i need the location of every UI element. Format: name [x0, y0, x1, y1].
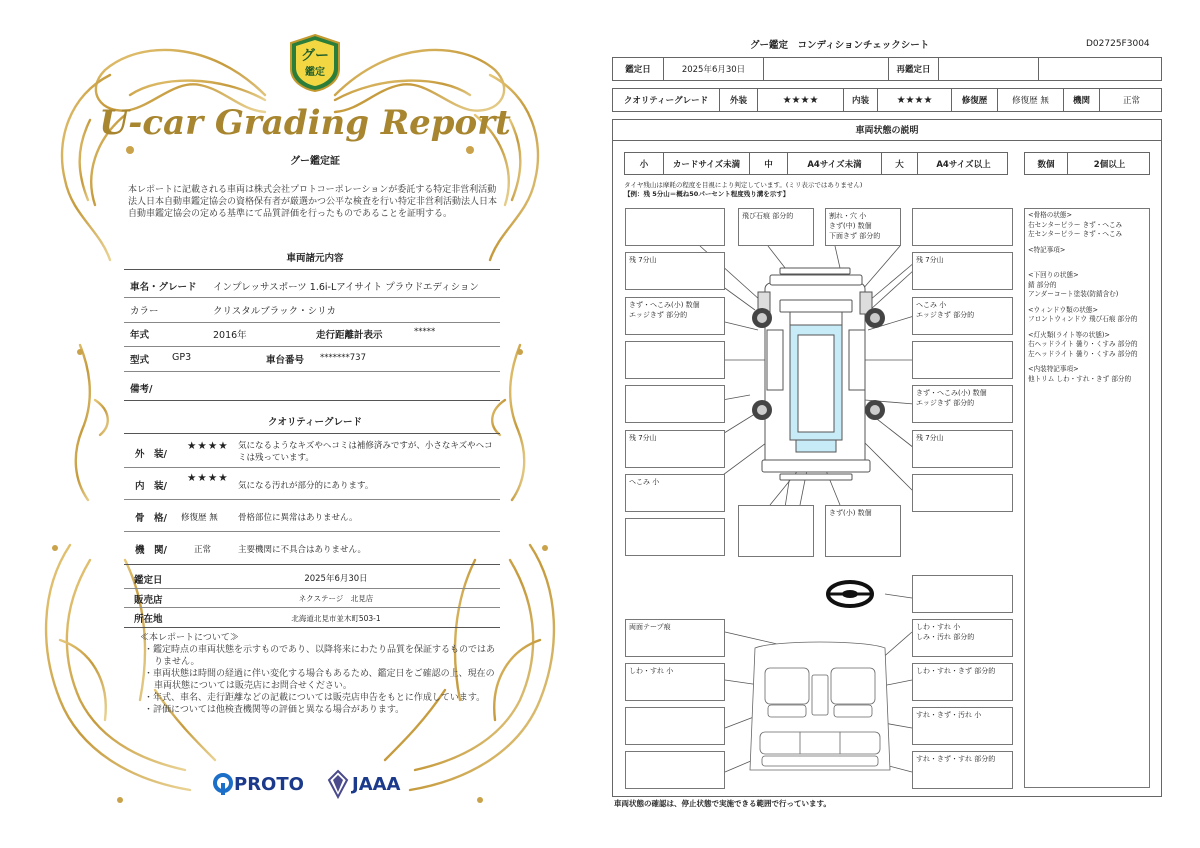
certificate-body: 本レポートに記載される車両は株式会社プロトコーポレーションが委託する特定非営利活動法人日本自動車鑑定協会の資格保有者が厳選かつ公平な検査を行い特定非営利活動法人日本自動車鑑定協会の定める基準にて品質評価を行ったものであることを証明する。: [128, 185, 498, 219]
quality-exterior-text: 気になるようなキズやヘコミは補修済みですが、小さなキズやヘコミは残っています。: [238, 441, 493, 463]
legend-count: 数個: [1037, 159, 1055, 170]
under-line: アンダーコート塗装(防錆含む): [1028, 290, 1119, 298]
lamp-line: 左ヘッドライト 曇り・くすみ 部分的: [1028, 349, 1138, 358]
badge-line1: グー: [301, 48, 329, 64]
spec-name-label: 車名・グレード: [130, 282, 197, 293]
description-title: 車両状態の説明: [612, 119, 1162, 141]
tire-note-1: タイヤ残山は摩耗の程度を目視により判定しています。(ミリ表示ではありません): [624, 181, 863, 189]
divider: [124, 531, 500, 532]
quality-interior-label: 内 装/: [135, 481, 167, 492]
interior-stars: ★★★★: [877, 89, 951, 111]
exterior-label: 外装: [719, 89, 757, 111]
proto-logo-text: PROTO: [234, 774, 304, 795]
note-right-front: へこみ 小 エッジきず 部分的: [912, 297, 1013, 335]
spec-mileage-label: 走行距離計表示: [316, 330, 383, 341]
empty-cell: [763, 58, 888, 80]
spec-year-label: 年式: [130, 330, 150, 341]
count-legend: [1024, 152, 1150, 175]
redate-label: 再鑑定日: [888, 58, 938, 80]
quality-engine-label: 機 関/: [135, 545, 167, 556]
window-title: <ウィンドウ類の状態>: [1028, 305, 1098, 314]
note-box-empty: [625, 385, 725, 423]
sheet-title: グー鑑定 コンディションチェックシート: [750, 40, 930, 51]
jaaa-logo-text: JAAA: [352, 774, 401, 795]
note-item: ・鑑定時点の車両状態を示すものであり、以降将来にわたり品質を保証するものではありません。: [144, 645, 496, 667]
spec-chassis-label: 車台番号: [266, 355, 305, 366]
note-right-tire-rear: 残 7分山: [912, 430, 1013, 468]
lamp-title: <灯火類(ライト等の状態)>: [1028, 330, 1110, 339]
interior-line: 他トリム しわ・すれ・きず 部分的: [1028, 374, 1132, 383]
note-left-rear: へこみ 小: [625, 474, 725, 512]
note-interior-left-mid: しわ・すれ 小: [625, 663, 725, 701]
quality-exterior-label: 外 装/: [135, 449, 167, 460]
info-dealer-label: 販売店: [134, 595, 163, 606]
quality-exterior-stars: ★★★★: [187, 440, 229, 452]
quality-frame-value: 修復歴 無: [181, 513, 218, 523]
report-notes: [140, 632, 500, 716]
divider: [124, 433, 500, 434]
window-line: フロントウィンドウ 飛び石痕 部分的: [1028, 315, 1138, 323]
frame-title: <骨格の状態>: [1028, 211, 1073, 219]
under-title: <下回りの状態>: [1028, 271, 1079, 279]
spec-color-value: クリスタルブラック・シリカ: [213, 306, 337, 317]
note-top-center-b: 割れ・穴 小 きず(中) 数個 下面きず 部分的: [825, 208, 901, 246]
note-left-front: きず・へこみ(小) 数個 エッジきず 部分的: [625, 297, 725, 335]
redate-value: [938, 58, 1038, 80]
badge-line2: 鑑定: [305, 67, 325, 78]
note-item: ・評価については他検査機関等の評価と異なる場合があります。: [144, 705, 405, 715]
goo-kantei-badge-icon: [287, 33, 343, 93]
note-left-tire-front: 残 7分山: [625, 252, 725, 290]
divider: [124, 467, 500, 468]
frame-line: 右センターピラー きず・へこみ: [1028, 220, 1123, 229]
note-box-empty: [625, 208, 725, 246]
divider: [124, 499, 500, 500]
info-date-label: 鑑定日: [134, 575, 163, 586]
size-legend: [624, 152, 1008, 175]
legend-medium-desc: A4サイズ未満: [787, 153, 881, 174]
note-top-center-a: 飛び石痕 部分的: [738, 208, 814, 246]
repair-value: 修復歴 無: [997, 89, 1063, 111]
note-right-tire-front: 残 7分山: [912, 252, 1013, 290]
info-address-label: 所在地: [134, 614, 163, 625]
divider: [124, 607, 500, 608]
legend-count-desc: 2個以上: [1067, 153, 1151, 174]
divider: [124, 564, 500, 565]
spec-color-label: カラー: [130, 306, 159, 317]
divider: [124, 269, 500, 270]
divider: [124, 297, 500, 298]
divider: [124, 322, 500, 323]
divider: [124, 400, 500, 401]
proto-logo-icon: [212, 772, 234, 796]
legend-large-desc: A4サイズ以上: [917, 153, 1009, 174]
engine-label: 機関: [1063, 89, 1099, 111]
info-dealer-value: ネクステージ 北見店: [298, 594, 374, 603]
note-box-empty: [912, 341, 1013, 379]
notes-title: ≪本レポートについて≫: [140, 633, 239, 643]
quality-engine-text: 主要機関に不具合はありません。: [238, 545, 367, 555]
appraisal-date-row: [612, 57, 1162, 81]
spec-remarks-label: 備考/: [130, 384, 153, 395]
certificate-title: グー鑑定証: [290, 156, 340, 167]
repair-label: 修復歴: [951, 89, 997, 111]
date-label: 鑑定日: [625, 65, 651, 75]
under-line: 錆 部分的: [1028, 280, 1057, 289]
note-right-rear: きず・へこみ(小) 数個 エッジきず 部分的: [912, 385, 1013, 423]
specs-title: 車両諸元内容: [286, 253, 344, 264]
doc-id: D02725F3004: [1086, 39, 1150, 49]
note-box-empty: [625, 707, 725, 745]
spec-year-value: 2016年: [213, 330, 247, 341]
note-interior-right-bottom: すれ・きず・すれ 部分的: [912, 751, 1013, 789]
divider: [124, 627, 500, 628]
legend-small: 小: [639, 159, 649, 170]
note-box-empty: [625, 751, 725, 789]
divider: [124, 371, 500, 372]
cursive-title: [99, 90, 511, 150]
exterior-stars: ★★★★: [757, 89, 843, 111]
tire-note-2: 【例：残 5分山＝概ね50パーセント程度残り溝を示す】: [624, 190, 790, 198]
quality-title: クオリティーグレード: [267, 417, 363, 428]
note-box-empty: [738, 505, 814, 557]
quality-frame-text: 骨格部位に異常はありません。: [238, 513, 358, 523]
legend-medium: 中: [749, 153, 787, 174]
note-box-empty: [912, 208, 1013, 246]
date-value: 2025年6月30日: [663, 58, 763, 80]
note-box-empty: [625, 518, 725, 556]
note-left-tire-rear: 残 7分山: [625, 430, 725, 468]
quality-engine-value: 正常: [194, 545, 212, 555]
condition-summary-panel: [1024, 208, 1150, 788]
divider: [124, 346, 500, 347]
quality-interior-stars: ★★★★: [187, 472, 229, 484]
empty-cell: [1038, 58, 1163, 80]
note-box-empty: [912, 474, 1013, 512]
note-box-empty: [912, 575, 1013, 613]
condition-check-sheet: [600, 0, 1200, 848]
legend-large: 大: [881, 153, 917, 174]
svg-text:U-car Grading Report: U-car Grading Report: [99, 103, 511, 143]
info-address-value: 北海道北見市並木町503-1: [291, 614, 381, 623]
legend-small-desc: カードサイズ未満: [663, 153, 749, 174]
jaaa-logo-icon: [328, 770, 348, 798]
frame-line: 左センターピラー きず・へこみ: [1028, 230, 1123, 238]
interior-title: <内装特記事項>: [1028, 365, 1079, 373]
note-interior-right-mid: しわ・すれ・きず 部分的: [912, 663, 1013, 701]
note-interior-right-lower: すれ・きず・汚れ 小: [912, 707, 1013, 745]
footer-note: 車両状態の確認は、停止状態で実施できる範囲で行っています。: [614, 799, 831, 808]
note-interior-left-top: 両面テープ痕: [625, 619, 725, 657]
spec-name-value: インプレッサスポーツ 1.6i-Lアイサイト プラウドエディション: [213, 282, 479, 293]
note-item: ・車両状態は時間の経過に伴い変化する場合もあるため、鑑定日をご確認の上、現在の車両状態については販売店にお問合せください。: [144, 669, 495, 691]
quality-interior-text: 気になる汚れが部分的にあります。: [238, 481, 374, 491]
note-box-empty: [625, 341, 725, 379]
info-date-value: 2025年6月30日: [304, 574, 368, 584]
special-title: <特記事項>: [1028, 245, 1066, 254]
note-bottom-center: きず(小) 数個: [825, 505, 901, 557]
spec-model-value: GP3: [172, 352, 192, 363]
quality-grade-row: [612, 88, 1162, 112]
footer-logos: [212, 766, 412, 802]
note-interior-right-top: しわ・すれ 小 しみ・汚れ 部分的: [912, 619, 1013, 657]
interior-label: 内装: [843, 89, 877, 111]
spec-model-label: 型式: [130, 355, 150, 366]
quality-label: クオリティーグレード: [623, 96, 709, 106]
note-item: ・年式、車名、走行距離などの記載については販売店申告をもとに作成しています。: [144, 693, 486, 703]
lamp-line: 右ヘッドライト 曇り・くすみ 部分的: [1028, 340, 1138, 348]
engine-value: 正常: [1099, 89, 1163, 111]
quality-frame-label: 骨 格/: [135, 513, 167, 524]
spec-mileage-value: *****: [414, 327, 436, 337]
divider: [124, 588, 500, 589]
spec-chassis-value: *******737: [320, 353, 366, 363]
